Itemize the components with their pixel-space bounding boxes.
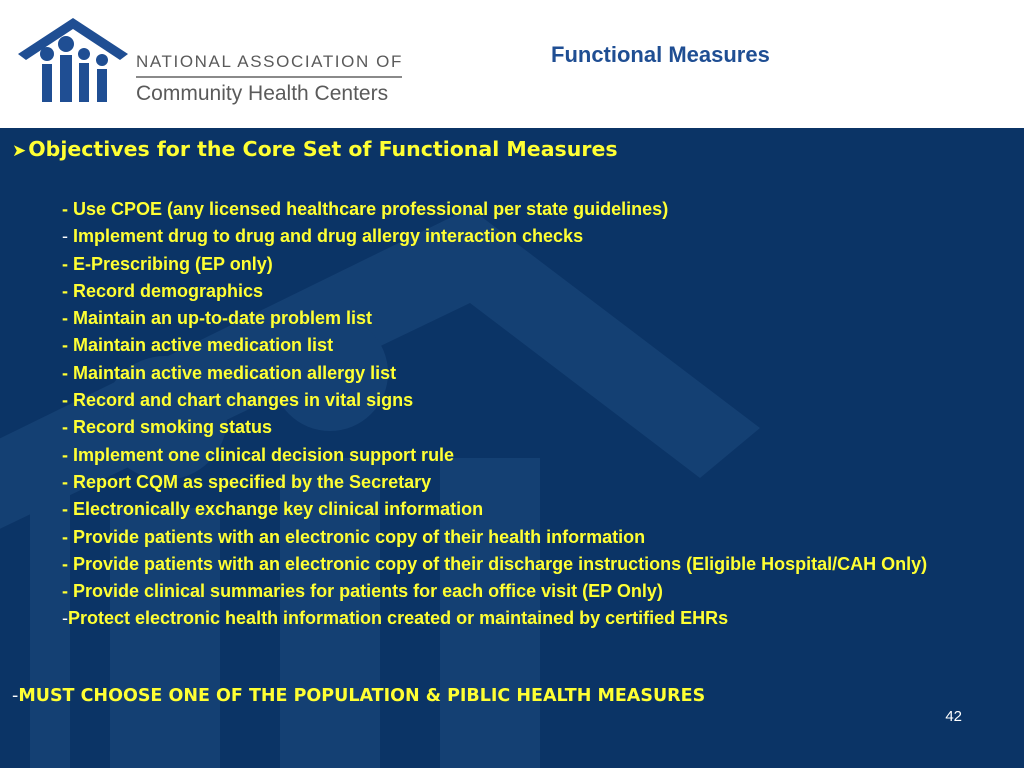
list-item: - Record smoking status (62, 417, 273, 438)
house-family-logo-icon (14, 14, 132, 106)
list-item-text: Implement drug to drug and drug allergy interaction checks (73, 226, 584, 247)
list-item (62, 223, 982, 250)
list-item-text: Protect electronic health information created or maintained by certified EHRs (68, 608, 729, 629)
list-item: - Provide clinical summaries for patients for each office visit (EP Only) (62, 581, 663, 602)
slide-body (0, 128, 1024, 768)
list-item: - Provide patients with an electronic copy of their health information (62, 526, 646, 547)
slide-title: Functional Measures (551, 42, 770, 67)
slide-header (0, 0, 1024, 128)
list-item: - Implement one clinical decision support rule (62, 444, 455, 465)
dash-bullet: - (62, 608, 68, 629)
list-item: - Electronically exchange key clinical information (62, 499, 484, 520)
page-number: 42 (945, 708, 962, 725)
dash-bullet: - (12, 686, 19, 706)
logo-text-line1: NATIONAL ASSOCIATION OF (136, 52, 403, 71)
list-item: - Use CPOE (any licensed healthcare professional per state guidelines) (62, 199, 669, 219)
list-item: - Record and chart changes in vital signs (62, 390, 414, 411)
nachc-logo (14, 12, 414, 112)
dash-bullet: - (62, 226, 73, 247)
objectives-heading-text: Objectives for the Core Set of Functional Measures (28, 137, 618, 161)
must-choose-text: MUST CHOOSE ONE OF THE POPULATION & PIBLIC HEALTH MEASURES (18, 686, 706, 706)
list-item (62, 605, 982, 632)
logo-divider (136, 76, 402, 78)
logo-text-line2: Community Health Centers (136, 82, 389, 105)
must-choose-note (12, 686, 705, 706)
list-item: - Maintain active medication allergy list (62, 362, 397, 383)
arrow-bullet-icon: ➤ (12, 141, 27, 161)
objectives-list (62, 196, 982, 633)
list-item: - E-Prescribing (EP only) (62, 253, 273, 274)
list-item: - Record demographics (62, 280, 264, 301)
list-item: - Report CQM as specified by the Secretary (62, 471, 432, 492)
list-item: - Provide patients with an electronic copy of their discharge instructions (Eligible Hospital/CAH Only) (62, 553, 928, 574)
list-item: - Maintain an up-to-date problem list (62, 308, 372, 329)
list-item: - Maintain active medication list (62, 335, 334, 356)
objectives-heading (12, 137, 618, 161)
